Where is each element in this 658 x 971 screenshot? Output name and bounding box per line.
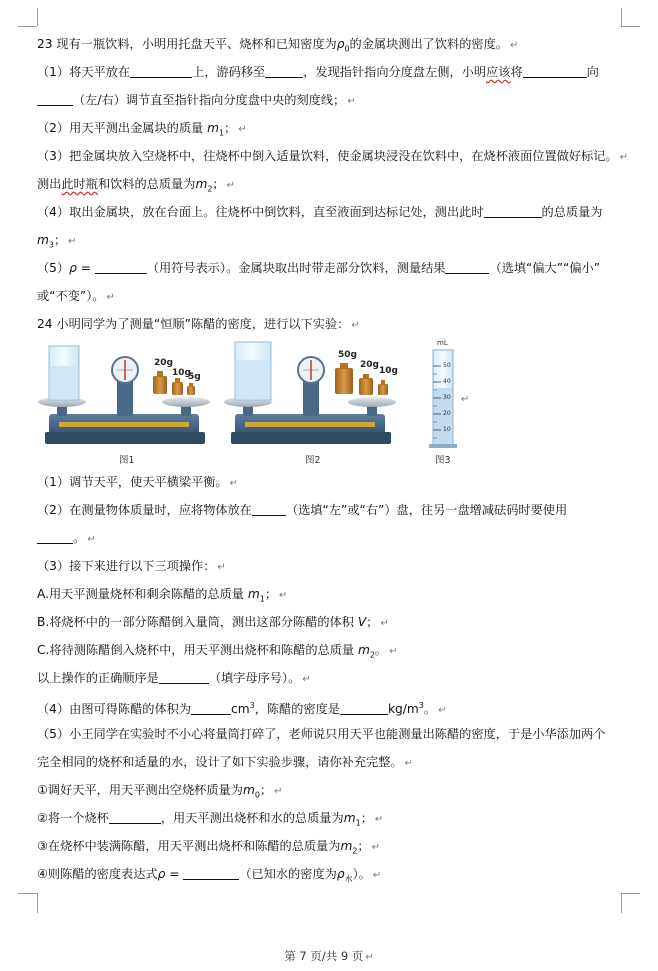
q24-step1: （1）调节天平，使天平横梁平衡。 ↵ — [37, 475, 238, 489]
q24-step5: （5）小王同学在实验时不小心将量筒打碎了，老师说只用天平也能测量出陈醋的密度，于是小华添加两个 — [37, 727, 606, 741]
fig2-weight-label: 50g — [338, 350, 357, 360]
q24-step2: （2）在测量物体质量时，应将物体放在 （选填“左”或“右”）盘，往另一盘增减砝码时要使用 — [37, 503, 568, 517]
q23-step2: （2）用天平测出金属块的质量 $m_1$； ↵ — [37, 121, 247, 138]
crop-mark-bottom-right — [621, 893, 640, 894]
q24-step3: （3）接下来进行以下三项操作： ↵ — [37, 559, 226, 573]
q24-order: 以上操作的正确顺序是 （填字母序号）。 ↵ — [37, 671, 311, 685]
crop-mark-top-left — [37, 8, 38, 26]
procedure-step-1: ①调好天平，用天平测出空烧杯质量为$m_0$； ↵ — [37, 783, 283, 800]
fig2-weight-label: 20g — [360, 360, 379, 370]
q23-step4: （4）取出金属块，放在台面上。往烧杯中倒饮料，直至液面到达标记处，测出此时 的总质量为 — [37, 205, 603, 219]
crop-mark-bottom-left — [37, 893, 38, 913]
crop-mark-bottom-right — [621, 893, 622, 913]
q24-step5-cont: 完全相同的烧杯和适量的水，设计了如下实验步骤，请你补充完整。 ↵ — [37, 755, 414, 769]
crop-mark-top-right — [621, 8, 622, 26]
balance-2 — [224, 342, 396, 444]
fig1-weight-label: 10g — [172, 368, 191, 378]
fig1-weight-label: 20g — [154, 358, 173, 368]
crop-mark-bottom-left — [18, 893, 37, 894]
q23-step5-cont: 或“不变”）。 ↵ — [37, 289, 115, 303]
balance-figures: 20g 10g 5g 50g 20g 10g mL 50 40 30 20 10 图1 图2 图3 ↵ — [37, 336, 477, 466]
cylinder-tick: 40 — [443, 378, 451, 385]
figure-2-caption: 图2 — [305, 455, 321, 466]
q24-step2-cont: 。 ↵ — [37, 530, 96, 548]
operation-a: A.用天平测量烧杯和剩余陈醋的总质量 $m_1$； ↵ — [37, 587, 288, 604]
q23-step4-cont: $m_3$； ↵ — [37, 233, 77, 250]
operation-b: B.将烧杯中的一部分陈醋倒入量筒，测出这部分陈醋的体积 V； ↵ — [37, 615, 389, 629]
cylinder-tick: 50 — [443, 362, 451, 369]
operation-c: C.将待测陈醋倒入烧杯中，用天平测出烧杯和陈醋的总质量 $m_2$。 ↵ — [37, 643, 398, 660]
page-footer: 第 7 页/共 9 页 ↵ — [284, 949, 374, 963]
crop-mark-top-left — [18, 26, 37, 27]
q23-title: 23 现有一瓶饮料，小明用托盘天平、烧杯和已知密度为$\rho_0$的金属块测出了饮料的密度。 ↵ — [37, 37, 519, 54]
procedure-step-2: ②将一个烧杯 ，用天平测出烧杯和水的总质量为$m_1$； ↵ — [37, 811, 384, 828]
cylinder-tick: 20 — [443, 410, 451, 417]
procedure-step-4: ④则陈醋的密度表达式ρ = （已知水的密度为$\rho_水$）。 ↵ — [37, 867, 382, 884]
q23-step3: （3）把金属块放入空烧杯中，往烧杯中倒入适量饮料，使金属块浸没在饮料中，在烧杯液面位置做好标记。 ↵ — [37, 149, 628, 163]
figure-1-caption: 图1 — [119, 455, 135, 466]
q24-step4: （4）由图可得陈醋的体积为 $cm^3$，陈醋的密度是 $kg/m^3$。 ↵ — [37, 701, 447, 717]
q23-step1-cont: （左/右）调节直至指针指向分度盘中央的刻度线； ↵ — [37, 92, 356, 110]
balance-1 — [38, 346, 210, 444]
cylinder-tick: 30 — [443, 394, 451, 401]
fig1-weight-label: 5g — [188, 372, 201, 382]
q24-title: 24 小明同学为了测量“恒顺”陈醋的密度，进行以下实验： ↵ — [37, 317, 360, 331]
crop-mark-top-right — [621, 26, 640, 27]
q23-step1: （1）将天平放在 上，游码移至 ，发现指针指向分度盘左侧，小明应该将 向 — [37, 65, 599, 79]
fig2-weight-label: 10g — [379, 366, 398, 376]
q23-step3-cont: 测出此时瓶和饮料的总质量为$m_2$； ↵ — [37, 177, 235, 194]
figure-3-caption: 图3 — [435, 455, 451, 466]
cylinder-unit: mL — [437, 339, 448, 347]
figure-drawing — [37, 336, 477, 466]
procedure-step-3: ③在烧杯中装满陈醋，用天平测出烧杯和陈醋的总质量为$m_2$； ↵ — [37, 839, 380, 856]
cylinder-tick: 10 — [443, 426, 451, 433]
q23-step5: （5）ρ = （用符号表示）。金属块取出时带走部分饮料，测量结果 （选填“偏大”“偏小” — [37, 261, 601, 275]
